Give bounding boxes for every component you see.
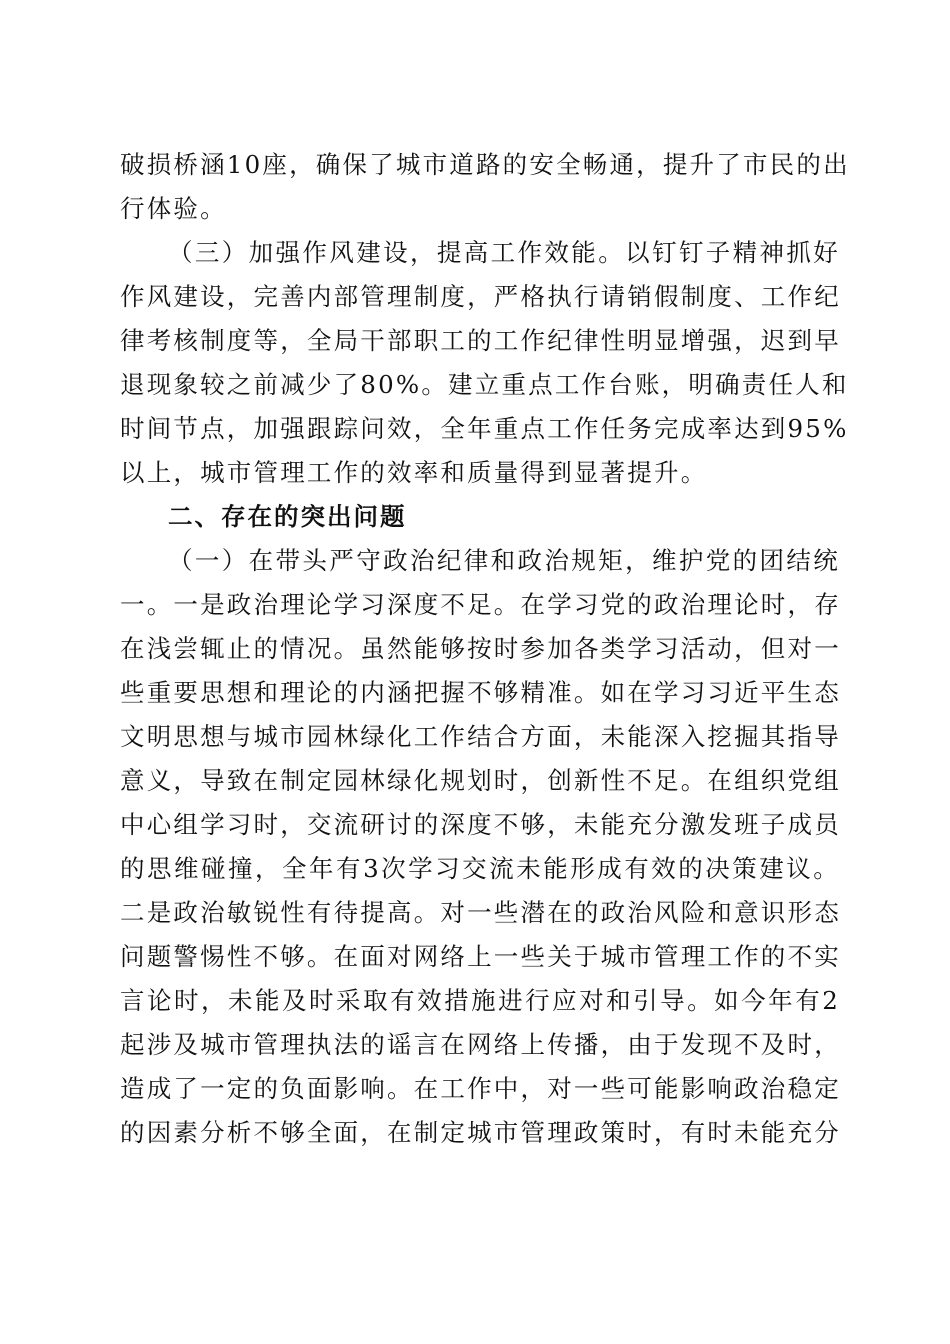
section-lead-line: （一）在带头严守政治纪律和政治规矩，维护党的团结统 <box>168 546 840 575</box>
body-text-line: 文明思想与城市园林绿化工作结合方面，未能深入挖掘其指导 <box>120 722 841 751</box>
section-lead-line: （三）加强作风建设，提高工作效能。以钉钉子精神抓好 <box>168 238 840 267</box>
body-text-line: 退现象较之前减少了80%。建立重点工作台账，明确责任人和 <box>120 370 849 399</box>
body-text-line: 中心组学习时，交流研讨的深度不够，未能充分激发班子成员 <box>120 810 841 839</box>
body-text-line: 的因素分析不够全面，在制定城市管理政策时，有时未能充分 <box>120 1118 841 1147</box>
body-text-line: 言论时，未能及时采取有效措施进行应对和引导。如今年有2 <box>120 986 840 1015</box>
body-text-line: 律考核制度等，全局干部职工的工作纪律性明显增强，迟到早 <box>120 326 841 355</box>
body-text-line: 以上，城市管理工作的效率和质量得到显著提升。 <box>120 458 708 487</box>
body-text-line: 问题警惕性不够。在面对网络上一些关于城市管理工作的不实 <box>120 942 841 971</box>
body-text-line: 些重要思想和理论的内涵把握不够精准。如在学习习近平生态 <box>120 678 841 707</box>
body-text-line: 一。一是政治理论学习深度不足。在学习党的政治理论时，存 <box>120 590 841 619</box>
body-text-line: 作风建设，完善内部管理制度，严格执行请销假制度、工作纪 <box>120 282 841 311</box>
section-heading: 二、存在的突出问题 <box>168 502 407 531</box>
body-text-line: 在浅尝辄止的情况。虽然能够按时参加各类学习活动，但对一 <box>120 634 841 663</box>
body-text-line: 时间节点，加强跟踪问效，全年重点工作任务完成率达到95% <box>120 414 849 443</box>
body-text-line: 意义，导致在制定园林绿化规划时，创新性不足。在组织党组 <box>120 766 841 795</box>
body-text-line: 的思维碰撞，全年有3次学习交流未能形成有效的决策建议。 <box>120 854 840 883</box>
body-text-line: 二是政治敏锐性有待提高。对一些潜在的政治风险和意识形态 <box>120 898 841 927</box>
body-text-line: 行体验。 <box>120 194 227 223</box>
body-text-line: 破损桥涵10座，确保了城市道路的安全畅通，提升了市民的出 <box>120 150 850 179</box>
body-text-line: 造成了一定的负面影响。在工作中，对一些可能影响政治稳定 <box>120 1074 841 1103</box>
body-text-line: 起涉及城市管理执法的谣言在网络上传播，由于发现不及时， <box>120 1030 841 1059</box>
